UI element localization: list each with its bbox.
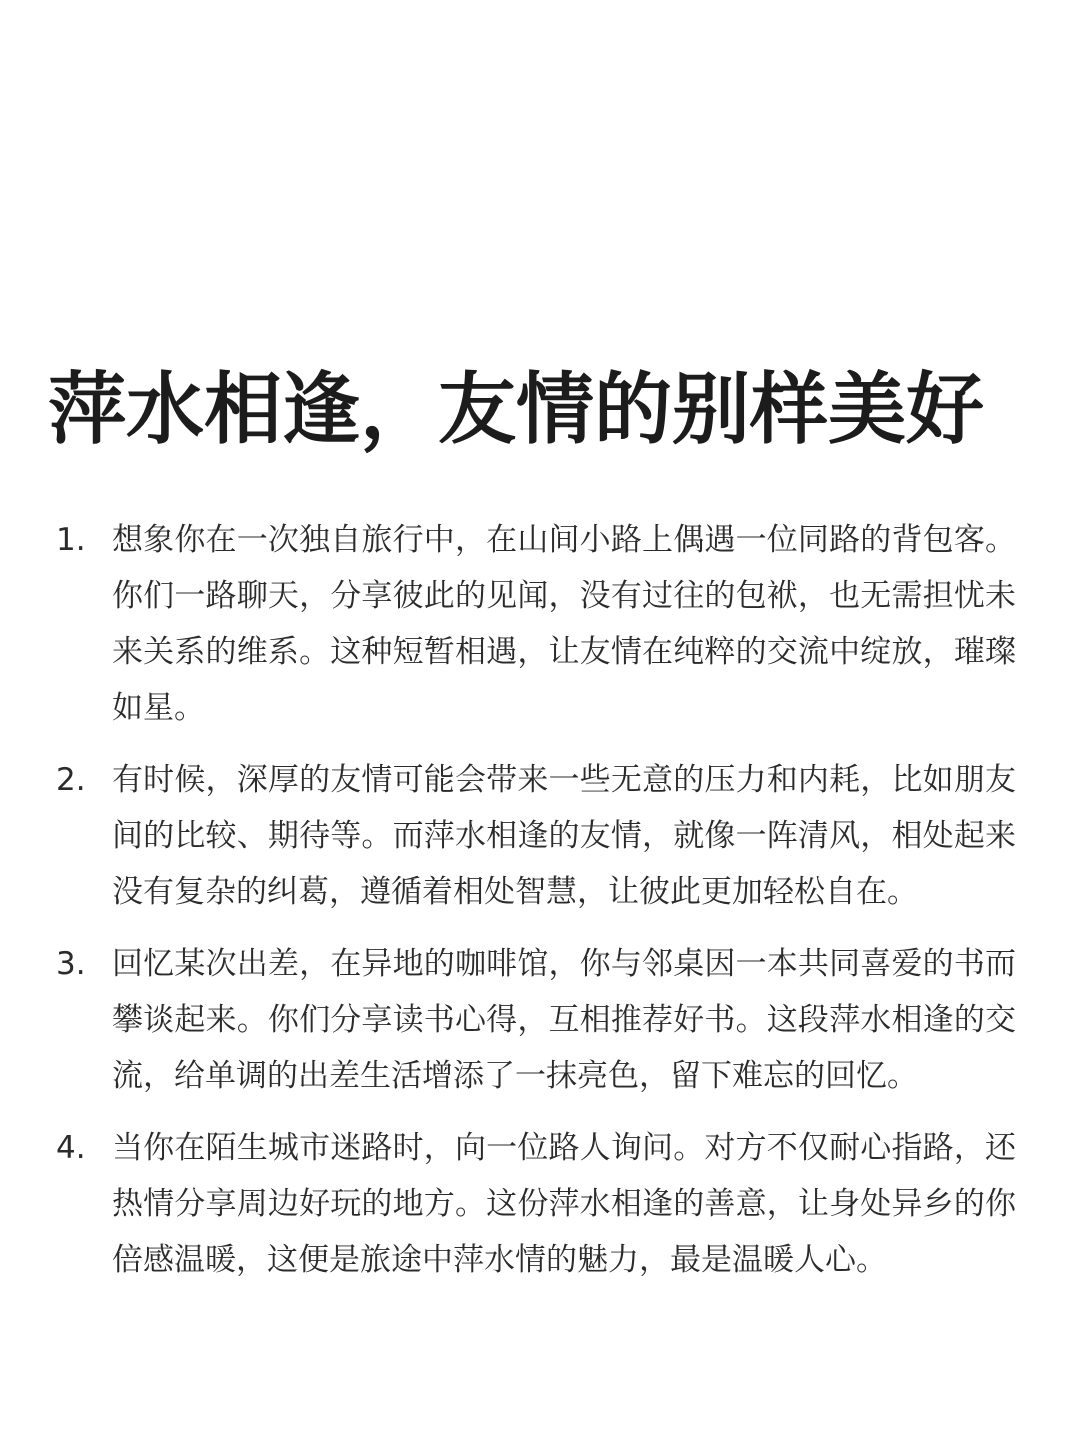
list-item-number: 2. [56,762,86,798]
list-item [56,512,1016,736]
list-item-number: 3. [56,946,86,982]
list-item [56,752,1016,920]
list-item-number: 4. [56,1130,86,1166]
list-item-number: 1. [56,522,86,558]
list-item [56,936,1016,1104]
list-item [56,1120,1016,1288]
list-item-text: 想象你在一次独自旅行中，在山间小路上偶遇一位同路的背包客。你们一路聊天，分享彼此的见闻，没有过往的包袱，也无需担忧未来关系的维系。这种短暂相遇，让友情在纯粹的交流中绽放，璀璨如星。 [112,522,1016,726]
list-item-text: 有时候，深厚的友情可能会带来一些无意的压力和内耗，比如朋友间的比较、期待等。而萍水相逢的友情，就像一阵清风，相处起来没有复杂的纠葛，遵循着相处智慧，让彼此更加轻松自在。 [112,762,1016,910]
page-title: 萍水相逢，友情的别样美好 [48,365,985,455]
numbered-list [56,512,1016,1304]
list-item-text: 当你在陌生城市迷路时，向一位路人询问。对方不仅耐心指路，还热情分享周边好玩的地方。这份萍水相逢的善意，让身处异乡的你倍感温暖，这便是旅途中萍水情的魅力，最是温暖人心。 [112,1130,1016,1278]
list-item-text: 回忆某次出差，在异地的咖啡馆，你与邻桌因一本共同喜爱的书而攀谈起来。你们分享读书心得，互相推荐好书。这段萍水相逢的交流，给单调的出差生活增添了一抹亮色，留下难忘的回忆。 [112,946,1016,1094]
